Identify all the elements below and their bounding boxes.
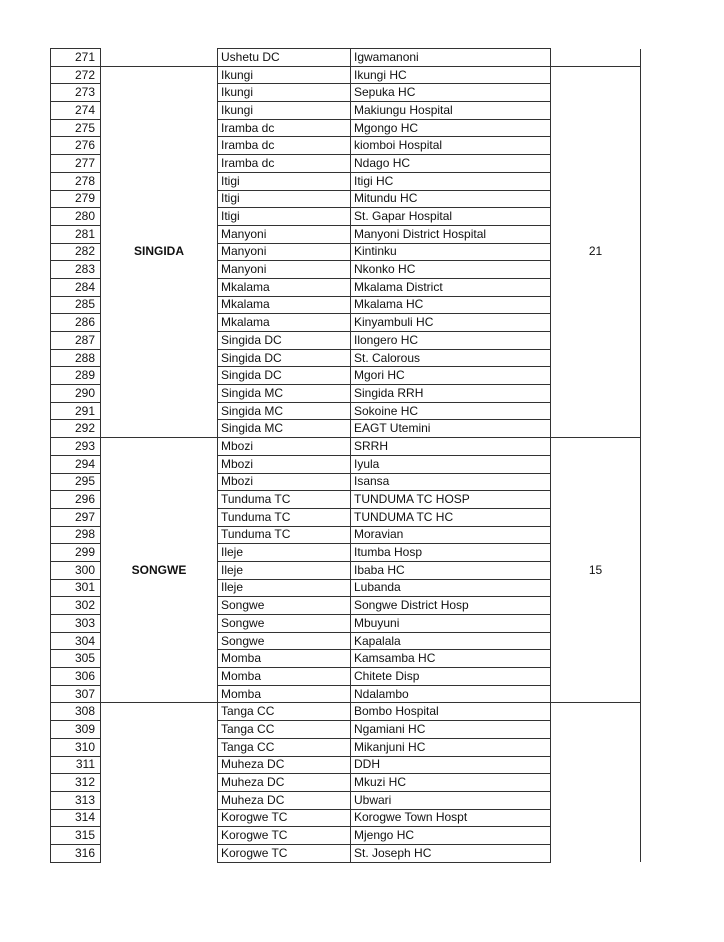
facility-cell: Ndalambo <box>351 685 551 703</box>
row-number-cell: 290 <box>51 385 101 403</box>
district-cell: Momba <box>218 685 351 703</box>
row-number-cell: 303 <box>51 615 101 633</box>
row-number-cell: 285 <box>51 296 101 314</box>
row-number-cell: 283 <box>51 261 101 279</box>
row-number-cell: 293 <box>51 438 101 456</box>
district-cell: Tunduma TC <box>218 526 351 544</box>
district-cell: Mkalama <box>218 296 351 314</box>
facility-cell: Makiungu Hospital <box>351 102 551 120</box>
district-cell: Itigi <box>218 208 351 226</box>
facility-cell: Mgori HC <box>351 367 551 385</box>
district-cell: Singida MC <box>218 385 351 403</box>
row-number-cell: 294 <box>51 455 101 473</box>
facility-cell: Ubwari <box>351 791 551 809</box>
row-number-cell: 299 <box>51 544 101 562</box>
row-number-cell: 287 <box>51 332 101 350</box>
facility-table-sheet <box>50 48 640 863</box>
facility-count-cell: 21 <box>551 66 641 437</box>
district-cell: Manyoni <box>218 225 351 243</box>
facility-cell: St. Gapar Hospital <box>351 208 551 226</box>
row-number-cell: 307 <box>51 685 101 703</box>
row-number-cell: 309 <box>51 721 101 739</box>
row-number-cell: 289 <box>51 367 101 385</box>
district-cell: Muheza DC <box>218 791 351 809</box>
row-number-cell: 310 <box>51 738 101 756</box>
facility-cell: Ilongero HC <box>351 332 551 350</box>
row-number-cell: 312 <box>51 774 101 792</box>
district-cell: Singida MC <box>218 402 351 420</box>
facility-cell: Kamsamba HC <box>351 650 551 668</box>
region-cell <box>101 49 218 67</box>
district-cell: Mkalama <box>218 314 351 332</box>
facility-table <box>50 48 641 863</box>
facility-cell: Manyoni District Hospital <box>351 225 551 243</box>
facility-cell: Kapalala <box>351 632 551 650</box>
row-number-cell: 286 <box>51 314 101 332</box>
district-cell: Tunduma TC <box>218 491 351 509</box>
table-row <box>51 703 641 721</box>
facility-cell: Iyula <box>351 455 551 473</box>
facility-cell: Ngamiani HC <box>351 721 551 739</box>
row-number-cell: 313 <box>51 791 101 809</box>
district-cell: Manyoni <box>218 243 351 261</box>
row-number-cell: 274 <box>51 102 101 120</box>
district-cell: Singida DC <box>218 332 351 350</box>
facility-count-cell: 15 <box>551 438 641 703</box>
table-row <box>51 438 641 456</box>
facility-cell: Mjengo HC <box>351 827 551 845</box>
facility-cell: Moravian <box>351 526 551 544</box>
row-number-cell: 291 <box>51 402 101 420</box>
region-cell <box>101 703 218 862</box>
row-number-cell: 306 <box>51 668 101 686</box>
district-cell: Iramba dc <box>218 137 351 155</box>
facility-cell: Mkalama HC <box>351 296 551 314</box>
facility-cell: kiomboi Hospital <box>351 137 551 155</box>
table-row <box>51 66 641 84</box>
row-number-cell: 300 <box>51 561 101 579</box>
facility-cell: TUNDUMA TC HOSP <box>351 491 551 509</box>
district-cell: Muheza DC <box>218 756 351 774</box>
row-number-cell: 272 <box>51 66 101 84</box>
district-cell: Itigi <box>218 190 351 208</box>
facility-table-body <box>51 49 641 863</box>
district-cell: Muheza DC <box>218 774 351 792</box>
table-row <box>51 49 641 67</box>
row-number-cell: 279 <box>51 190 101 208</box>
facility-cell: Bombo Hospital <box>351 703 551 721</box>
facility-cell: Mikanjuni HC <box>351 738 551 756</box>
region-cell: SONGWE <box>101 438 218 703</box>
row-number-cell: 292 <box>51 420 101 438</box>
facility-cell: Ibaba HC <box>351 561 551 579</box>
district-cell: Korogwe TC <box>218 844 351 862</box>
row-number-cell: 271 <box>51 49 101 67</box>
facility-cell: Ndago HC <box>351 155 551 173</box>
district-cell: Mbozi <box>218 438 351 456</box>
district-cell: Singida DC <box>218 367 351 385</box>
facility-count-cell <box>551 49 641 67</box>
facility-cell: DDH <box>351 756 551 774</box>
district-cell: Manyoni <box>218 261 351 279</box>
district-cell: Ileje <box>218 544 351 562</box>
facility-cell: Sokoine HC <box>351 402 551 420</box>
row-number-cell: 316 <box>51 844 101 862</box>
region-cell: SINGIDA <box>101 66 218 437</box>
row-number-cell: 314 <box>51 809 101 827</box>
facility-cell: St. Joseph HC <box>351 844 551 862</box>
district-cell: Korogwe TC <box>218 827 351 845</box>
facility-cell: Itumba Hosp <box>351 544 551 562</box>
facility-cell: Mgongo HC <box>351 119 551 137</box>
district-cell: Itigi <box>218 172 351 190</box>
row-number-cell: 308 <box>51 703 101 721</box>
facility-cell: St. Calorous <box>351 349 551 367</box>
row-number-cell: 304 <box>51 632 101 650</box>
district-cell: Momba <box>218 650 351 668</box>
row-number-cell: 298 <box>51 526 101 544</box>
row-number-cell: 305 <box>51 650 101 668</box>
row-number-cell: 302 <box>51 597 101 615</box>
district-cell: Ikungi <box>218 102 351 120</box>
row-number-cell: 288 <box>51 349 101 367</box>
row-number-cell: 281 <box>51 225 101 243</box>
row-number-cell: 280 <box>51 208 101 226</box>
facility-cell: Lubanda <box>351 579 551 597</box>
facility-cell: SRRH <box>351 438 551 456</box>
facility-cell: Nkonko HC <box>351 261 551 279</box>
facility-cell: EAGT Utemini <box>351 420 551 438</box>
row-number-cell: 276 <box>51 137 101 155</box>
district-cell: Tanga CC <box>218 738 351 756</box>
facility-cell: Korogwe Town Hospt <box>351 809 551 827</box>
row-number-cell: 284 <box>51 278 101 296</box>
district-cell: Tanga CC <box>218 703 351 721</box>
district-cell: Ushetu DC <box>218 49 351 67</box>
district-cell: Tunduma TC <box>218 508 351 526</box>
row-number-cell: 278 <box>51 172 101 190</box>
district-cell: Ileje <box>218 579 351 597</box>
district-cell: Songwe <box>218 615 351 633</box>
facility-cell: Mkalama District <box>351 278 551 296</box>
facility-cell: Itigi HC <box>351 172 551 190</box>
facility-cell: Igwamanoni <box>351 49 551 67</box>
district-cell: Mbozi <box>218 455 351 473</box>
district-cell: Ikungi <box>218 66 351 84</box>
facility-cell: Kintinku <box>351 243 551 261</box>
row-number-cell: 295 <box>51 473 101 491</box>
district-cell: Momba <box>218 668 351 686</box>
row-number-cell: 277 <box>51 155 101 173</box>
facility-cell: Sepuka HC <box>351 84 551 102</box>
row-number-cell: 297 <box>51 508 101 526</box>
row-number-cell: 311 <box>51 756 101 774</box>
facility-cell: Ikungi HC <box>351 66 551 84</box>
row-number-cell: 273 <box>51 84 101 102</box>
district-cell: Ikungi <box>218 84 351 102</box>
district-cell: Mkalama <box>218 278 351 296</box>
district-cell: Ileje <box>218 561 351 579</box>
facility-cell: Mitundu HC <box>351 190 551 208</box>
district-cell: Korogwe TC <box>218 809 351 827</box>
row-number-cell: 275 <box>51 119 101 137</box>
facility-cell: Kinyambuli HC <box>351 314 551 332</box>
district-cell: Singida DC <box>218 349 351 367</box>
facility-cell: Mkuzi HC <box>351 774 551 792</box>
facility-cell: TUNDUMA TC HC <box>351 508 551 526</box>
district-cell: Iramba dc <box>218 155 351 173</box>
district-cell: Mbozi <box>218 473 351 491</box>
row-number-cell: 301 <box>51 579 101 597</box>
district-cell: Tanga CC <box>218 721 351 739</box>
district-cell: Songwe <box>218 597 351 615</box>
facility-cell: Songwe District Hosp <box>351 597 551 615</box>
row-number-cell: 315 <box>51 827 101 845</box>
row-number-cell: 282 <box>51 243 101 261</box>
facility-cell: Mbuyuni <box>351 615 551 633</box>
facility-count-cell <box>551 703 641 862</box>
row-number-cell: 296 <box>51 491 101 509</box>
facility-cell: Singida RRH <box>351 385 551 403</box>
district-cell: Iramba dc <box>218 119 351 137</box>
facility-cell: Chitete Disp <box>351 668 551 686</box>
district-cell: Singida MC <box>218 420 351 438</box>
district-cell: Songwe <box>218 632 351 650</box>
facility-cell: Isansa <box>351 473 551 491</box>
